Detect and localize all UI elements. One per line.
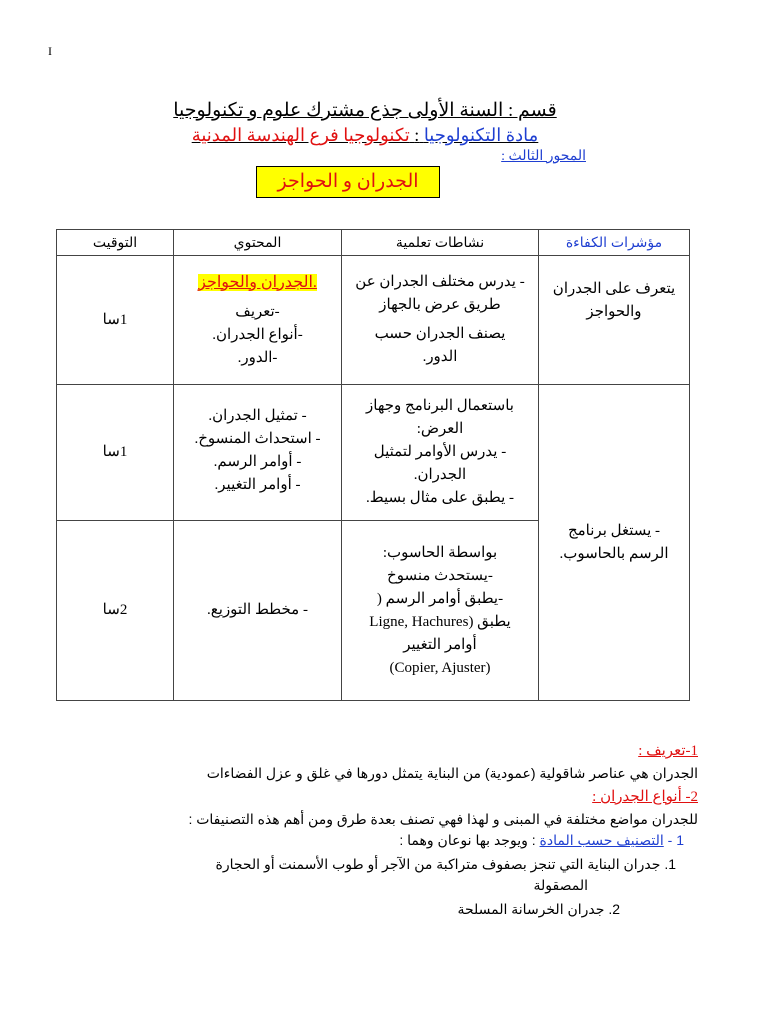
content-item: - أوامر التغيير. [214,477,301,493]
activity-line: بواسطة الحاسوب: [382,544,498,561]
content-title-highlight: .الجدران والحواجز [198,273,317,291]
subject-label: مادة التكنولوجيا [423,125,539,145]
indicator-cell-merged [539,385,690,701]
activity-line: - يدرس مختلف الجدران عن [355,274,525,290]
indicator-line: - يستغل برنامج [567,522,661,539]
indicator-line: والحواجز [586,304,642,320]
activity-line: طريق عرض بالجهاز [379,297,501,313]
definition-text: الجدران هي عناصر شاقولية (عمودية) من البناية يتمثل دورها في غلق و عزل الفضاءات [206,765,698,781]
header-timing: التوقيت [57,230,174,256]
activity-line: العرض: [416,421,464,437]
activity-line: - يدرس الأوامر لتمثيل [373,444,507,460]
classification-line [399,831,684,850]
list-number: 2. [608,901,620,917]
activity-line: الدور. [422,349,458,365]
types-text: للجدران مواضع مختلفة في المبنى و لهذا فهي تصنف بعدة طرق ومن أهم هذه التصنيفات : [188,811,698,827]
table-row [57,385,690,521]
content-cell [174,385,342,521]
activity-line: (Copier, Ajuster) [389,659,491,676]
indicator-cell [539,256,690,385]
content-item: -أنواع الجدران. [212,326,303,343]
timing-cell: 2سا [57,521,174,701]
activity-line: أوامر التغيير [403,636,477,653]
timing-cell: 1سا [57,256,174,385]
subject-name: تكنولوجيا فرع الهندسة المدنية [191,125,410,145]
content-item: - تمثيل الجدران. [208,408,307,424]
indicator-line: يتعرف على الجدران [552,281,676,297]
header-content: المحتوي [174,230,342,256]
activity-line: باستعمال البرنامج وجهاز [366,398,514,414]
list-text: جدران الخرسانة المسلحة [457,901,605,917]
activity-line: -يطبق أوامر الرسم ( [376,590,504,607]
definition-heading: 1-تعريف : [638,743,698,759]
content-cell: - مخطط التوزيع. [174,521,342,701]
activity-line: -يستحدث منسوخ [387,567,493,584]
activity-line: - يطبق على مثال بسيط. [365,490,515,506]
subject-separator: : [414,125,420,145]
axis-label: المحور الثالث : [501,149,586,164]
classification-label: التصنيف حسب المادة [539,832,664,848]
activity-line: يصنف الجدران حسب [374,326,506,342]
indicator-line: الرسم بالحاسوب. [559,545,669,562]
header-activities: نشاطات تعلمية [342,230,539,256]
document-header [130,98,600,146]
content-item: - أوامر الرسم. [213,454,302,470]
lesson-plan-table [56,229,690,701]
page-marker: I [48,44,52,58]
table-header-row [57,230,690,256]
content-item: - استحداث المنسوخ. [194,431,321,447]
lesson-title-box: الجدران و الحواجز [256,166,440,198]
timing-cell: 1سا [57,385,174,521]
types-heading: 2- أنواع الجدران : [592,789,698,805]
classification-number: 1 - [667,832,684,848]
content-item: -الدور. [237,349,278,366]
activity-line: الجدران. [413,467,467,483]
activities-cell [342,385,539,521]
header-indicators: مؤشرات الكفاءة [539,230,690,256]
activities-cell [342,256,539,385]
department-line: قسم : السنة الأولى جذع مشترك علوم و تكنولوجيا [173,100,557,121]
list-item-continuation: المصقولة [533,877,588,893]
classification-rest: : ويوجد بها نوعان وهما : [399,832,536,848]
content-item: -تعريف [235,303,280,320]
activity-line: يطبق (Ligne, Hachures [369,613,511,630]
table-row [57,256,690,385]
content-cell [174,256,342,385]
activities-cell [342,521,539,701]
list-number: 1. [664,856,676,872]
list-item [215,855,676,874]
subject-line [130,124,600,146]
list-text: جدران البناية التي تنجز بصفوف متراكبة من الآجر أو طوب الأسمنت أو الحجارة [215,856,661,872]
list-item [457,900,620,919]
